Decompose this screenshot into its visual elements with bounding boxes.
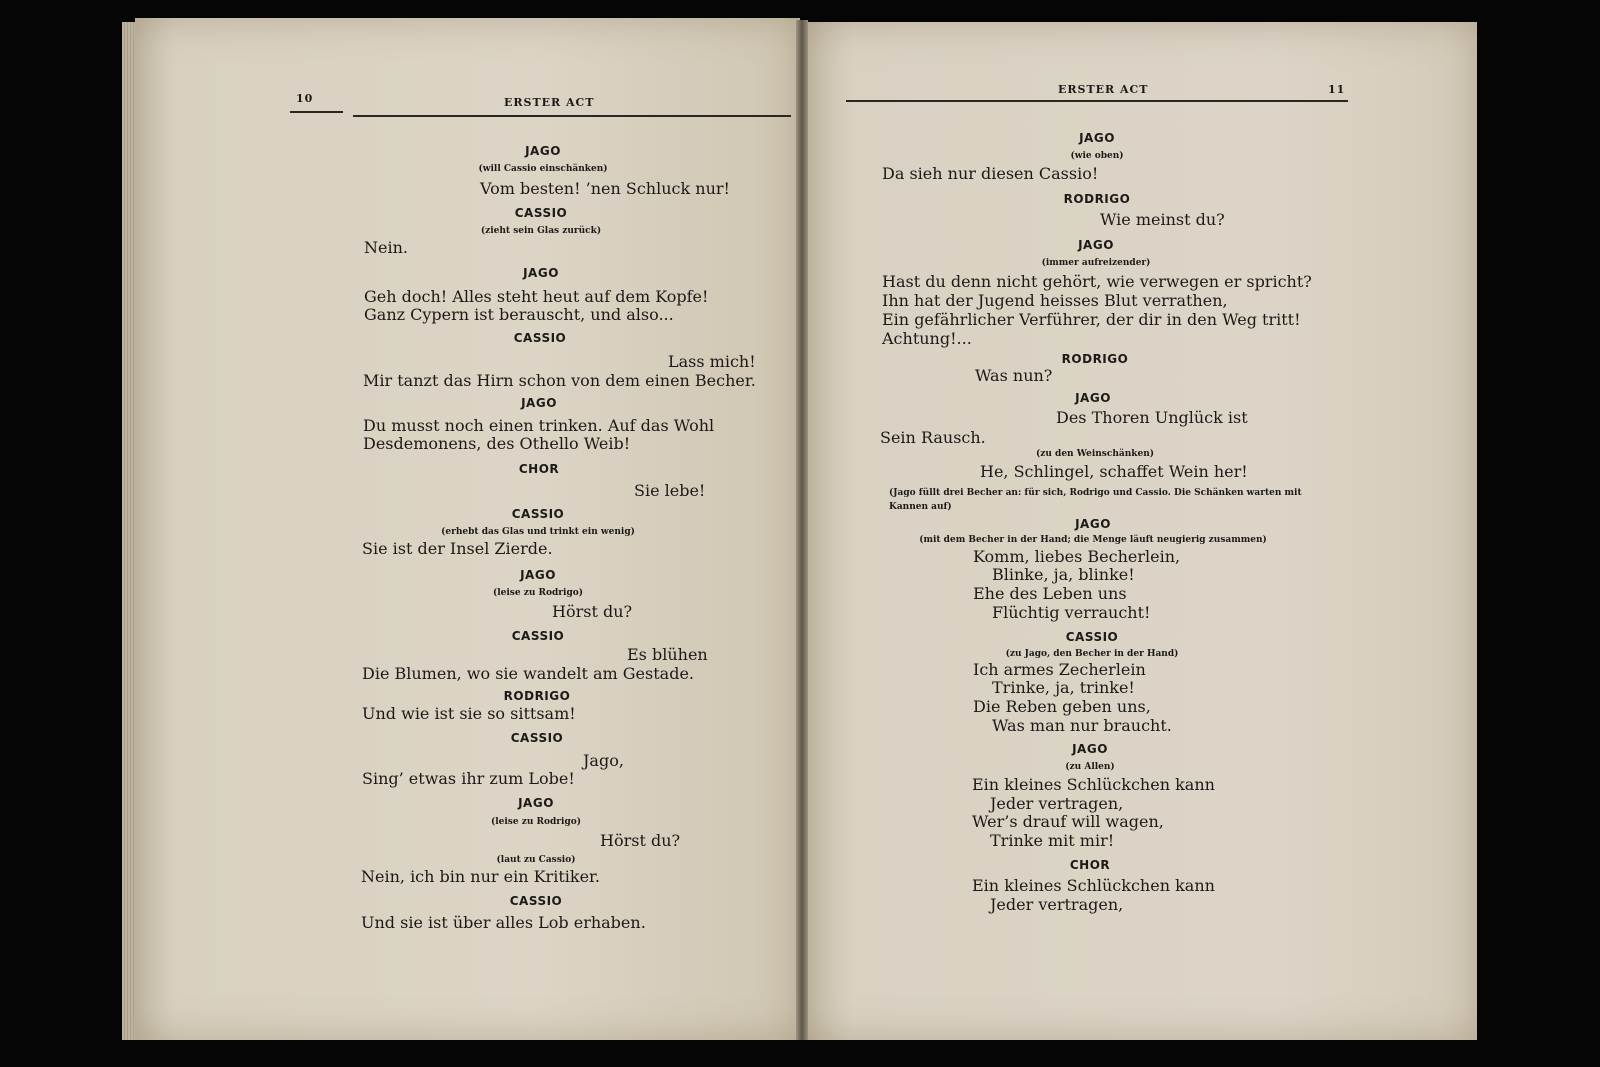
- speaker-name: JAGO: [1078, 238, 1114, 252]
- verse-line: Komm, liebes Becherlein,: [973, 547, 1181, 566]
- left-running-header: ERSTER ACT: [504, 96, 595, 109]
- speaker-name: CHOR: [518, 462, 560, 476]
- verse-line: Blinke, ja, blinke!: [992, 565, 1135, 584]
- speaker-name: CASSIO: [1065, 630, 1119, 644]
- verse-line: Was nun?: [975, 366, 1053, 385]
- verse-line: Du musst noch einen trinken. Auf das Wohl: [363, 416, 715, 435]
- verse-line: Lass mich!: [668, 352, 756, 371]
- verse-line: Was man nur braucht.: [992, 716, 1172, 735]
- stage-direction: (zu den Weinschänken): [1035, 449, 1155, 459]
- verse-line: Ein gefährlicher Verführer, der dir in den Weg tritt!: [882, 310, 1301, 329]
- stage-direction: (immer aufreizender): [1041, 258, 1151, 268]
- verse-line: Nein, ich bin nur ein Kritiker.: [361, 867, 601, 886]
- stage-direction: (zu Allen): [1065, 762, 1115, 772]
- speaker-name: CHOR: [1069, 858, 1111, 872]
- left-header-rule-short: [290, 111, 343, 113]
- verse-line: Ein kleines Schlückchen kann: [972, 775, 1215, 794]
- verse-line: Ich armes Zecherlein: [973, 660, 1146, 679]
- verse-line: Hast du denn nicht gehört, wie verwegen er spricht?: [882, 272, 1312, 291]
- speaker-name: RODRIGO: [503, 689, 571, 703]
- speaker-name: JAGO: [1079, 131, 1115, 145]
- verse-line: Ganz Cypern ist berauscht, und also...: [364, 305, 674, 324]
- verse-line: Ihn hat der Jugend heisses Blut verrathen,: [882, 291, 1228, 310]
- verse-line: Achtung!...: [882, 329, 972, 348]
- right-page-number: 11: [1328, 83, 1346, 96]
- stage-direction: (wie oben): [1070, 151, 1124, 161]
- verse-line: He, Schlingel, schaffet Wein her!: [980, 462, 1248, 481]
- verse-line: Ein kleines Schlückchen kann: [972, 876, 1215, 895]
- verse-line: Wer’s drauf will wagen,: [972, 812, 1164, 831]
- verse-line: Es blühen: [627, 645, 708, 664]
- verse-line: Hörst du?: [552, 602, 633, 621]
- verse-line: Wie meinst du?: [1100, 210, 1225, 229]
- stage-direction: Kannen auf): [889, 502, 952, 512]
- verse-line: Die Blumen, wo sie wandelt am Gestade.: [362, 664, 694, 683]
- verse-line: Hörst du?: [600, 831, 681, 850]
- left-header-rule: [353, 115, 791, 117]
- verse-line: Da sieh nur diesen Cassio!: [882, 164, 1099, 183]
- verse-line: Desdemonens, des Othello Weib!: [363, 434, 631, 453]
- speaker-name: CASSIO: [511, 507, 565, 521]
- verse-line: Des Thoren Unglück ist: [1056, 408, 1248, 427]
- speaker-name: JAGO: [520, 568, 556, 582]
- stage-direction: (laut zu Cassio): [496, 855, 576, 865]
- stage-direction: (will Cassio einschänken): [478, 164, 608, 174]
- verse-line: Jeder vertragen,: [990, 895, 1124, 914]
- verse-line: Flüchtig verraucht!: [992, 603, 1151, 622]
- speaker-name: CASSIO: [514, 206, 568, 220]
- speaker-name: RODRIGO: [1061, 352, 1129, 366]
- verse-line: Vom besten! ’nen Schluck nur!: [480, 179, 730, 198]
- left-page-number: 10: [296, 92, 314, 105]
- verse-line: Jeder vertragen,: [990, 794, 1124, 813]
- speaker-name: JAGO: [525, 144, 561, 158]
- verse-line: Sein Rausch.: [880, 428, 986, 447]
- stage-direction: (zieht sein Glas zurück): [480, 226, 602, 236]
- verse-line: Mir tanzt das Hirn schon von dem einen Becher.: [363, 371, 756, 390]
- stage-direction: (leise zu Rodrigo): [490, 817, 582, 827]
- left-page-edges: [122, 22, 136, 1040]
- stage-direction: (Jago füllt drei Becher an: für sich, Rodrigo und Cassio. Die Schänken warten mit: [889, 488, 1302, 498]
- verse-line: Nein.: [364, 238, 408, 257]
- verse-line: Jago,: [583, 751, 624, 770]
- speaker-name: JAGO: [523, 266, 559, 280]
- book-gutter: [796, 20, 808, 1040]
- speaker-name: JAGO: [1072, 742, 1108, 756]
- speaker-name: RODRIGO: [1063, 192, 1131, 206]
- verse-line: Sing’ etwas ihr zum Lobe!: [362, 769, 575, 788]
- verse-line: Trinke mit mir!: [990, 831, 1115, 850]
- stage-direction: (erhebt das Glas und trinkt ein wenig): [441, 527, 635, 537]
- verse-line: Geh doch! Alles steht heut auf dem Kopfe!: [364, 287, 709, 306]
- verse-line: Die Reben geben uns,: [973, 697, 1151, 716]
- verse-line: Und wie ist sie so sittsam!: [362, 704, 576, 723]
- verse-line: Ehe des Leben uns: [973, 584, 1127, 603]
- speaker-name: CASSIO: [513, 331, 567, 345]
- speaker-name: JAGO: [518, 796, 554, 810]
- verse-line: Trinke, ja, trinke!: [992, 678, 1135, 697]
- right-header-rule: [846, 100, 1348, 102]
- verse-line: Und sie ist über alles Lob erhaben.: [361, 913, 646, 932]
- right-running-header: ERSTER ACT: [1058, 83, 1149, 96]
- speaker-name: CASSIO: [509, 894, 563, 908]
- stage-direction: (mit dem Becher in der Hand; die Menge läuft neugierig zusammen): [919, 535, 1267, 545]
- speaker-name: CASSIO: [511, 629, 565, 643]
- speaker-name: JAGO: [1075, 391, 1111, 405]
- stage-direction: (zu Jago, den Becher in der Hand): [1005, 649, 1179, 659]
- stage-direction: (leise zu Rodrigo): [492, 588, 584, 598]
- verse-line: Sie lebe!: [634, 481, 706, 500]
- verse-line: Sie ist der Insel Zierde.: [362, 539, 553, 558]
- speaker-name: JAGO: [521, 396, 557, 410]
- speaker-name: CASSIO: [510, 731, 564, 745]
- speaker-name: JAGO: [1075, 517, 1111, 531]
